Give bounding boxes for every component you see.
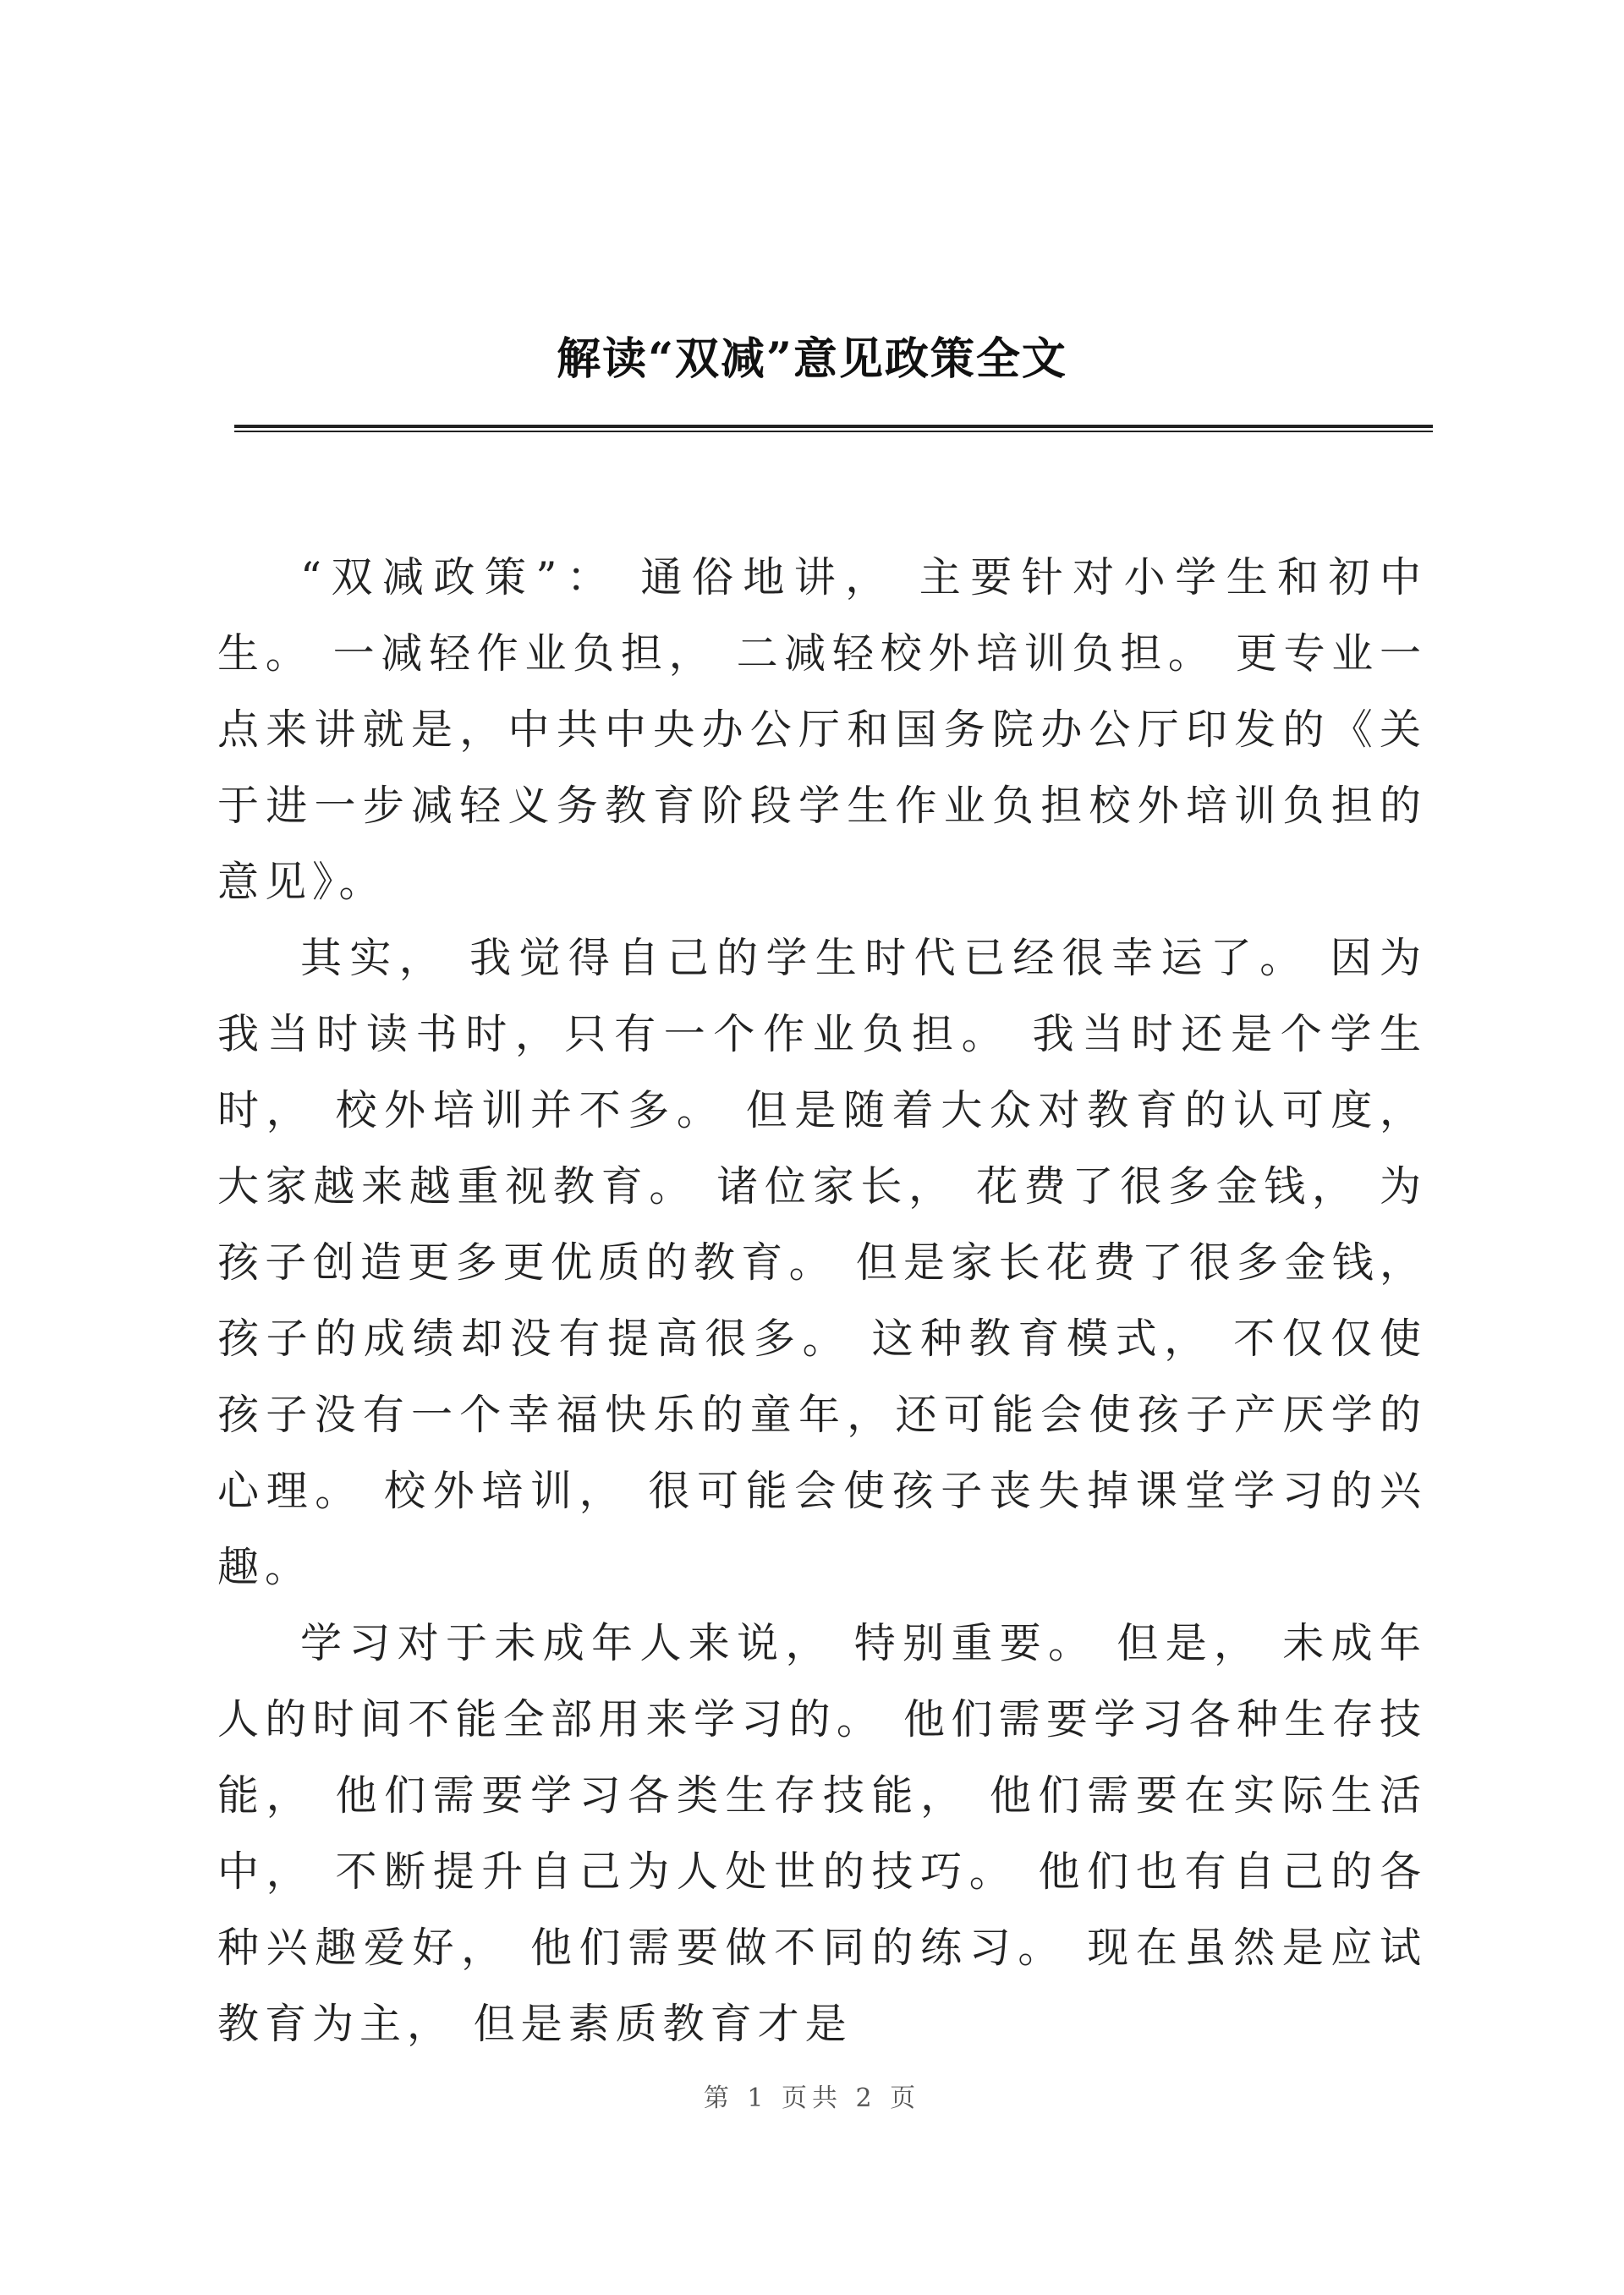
paragraph-3: 学习对于未成年人来说， 特别重要。 但是， 未成年人的时间不能全部用来学习的。 他们需要学习各种生存技能， 他们需要学习各类生存技能， 他们需要在实际生活中， 不断提升自己为人处世的技巧。 他们也有自己的各种兴趣爱好， 他们需要做不同的练习。 现在虽然是应试教育为主， 但是素质教育才是 <box>217 1619 1427 2048</box>
document-body <box>217 540 1427 2062</box>
paragraph-2: 其实， 我觉得自己的学生时代已经很幸运了。 因为我当时读书时，只有一个作业负担。 我当时还是个学生时， 校外培训并不多。 但是随着大众对教育的认可度， 大家越来越重视教育。 诸位家长， 花费了很多金钱， 为孩子创造更多更优质的教育。 但是家长花费了很多金钱， 孩子的成绩却没有提高很多。 这种教育模式， 不仅仅使孩子没有一个幸福快乐的童年，还可能会使孩子产厌学的心理。 校外培训， 很可能会使孩子丧失掉课堂学习的兴趣。 <box>217 934 1427 1591</box>
title-divider <box>234 425 1433 432</box>
paragraph-1: “双减政策”： 通俗地讲， 主要针对小学生和初中生。 一减轻作业负担， 二减轻校外培训负担。 更专业一点来讲就是，中共中央办公厅和国务院办公厅印发的《关于进一步减轻义务教育阶段学生作业负担校外培训负担的意见》。 <box>217 553 1427 906</box>
document-title: 解读“双减”意见政策全文 <box>557 333 1067 385</box>
page-number-footer: 第 1 页共 2 页 <box>703 2084 921 2113</box>
